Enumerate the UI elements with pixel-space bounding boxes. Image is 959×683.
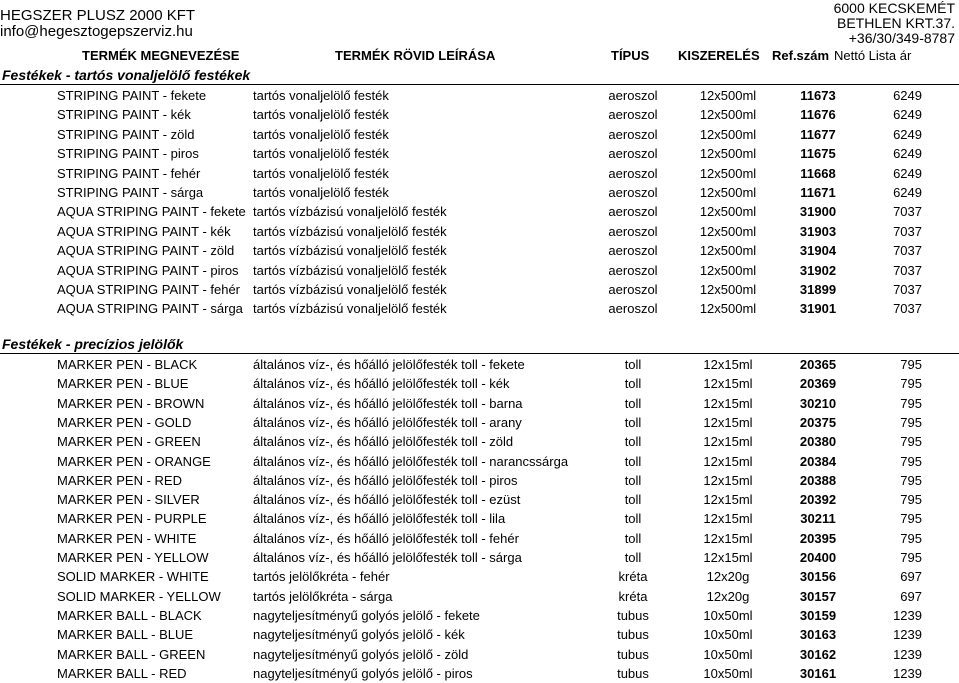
product-description: tartós jelölőkréta - sárga <box>253 588 393 604</box>
section-divider <box>0 84 959 85</box>
product-package: 12x500ml <box>699 126 757 142</box>
product-ref: 30161 <box>799 665 837 681</box>
product-name: AQUA STRIPING PAINT - fekete <box>57 204 246 220</box>
product-type: aeroszol <box>608 262 658 278</box>
product-package: 12x15ml <box>703 453 753 469</box>
company-phone: +36/30/349-8787 <box>848 30 955 46</box>
product-type: aeroszol <box>608 107 658 123</box>
product-ref: 31899 <box>799 282 837 297</box>
product-type: aeroszol <box>608 88 658 103</box>
product-package: 10x50ml <box>703 627 753 643</box>
product-ref: 20375 <box>799 414 837 430</box>
product-name: MARKER PEN - RED <box>57 472 182 488</box>
product-package: 12x20g <box>706 588 750 604</box>
product-name: MARKER PEN - WHITE <box>57 530 197 546</box>
product-package: 12x500ml <box>699 243 757 259</box>
product-price: 7037 <box>893 282 922 297</box>
product-type: toll <box>624 414 642 430</box>
product-name: AQUA STRIPING PAINT - zöld <box>57 243 235 259</box>
product-package: 12x500ml <box>699 204 757 220</box>
product-ref: 30210 <box>799 395 837 411</box>
product-description: tartós vízbázisú vonaljelölő festék <box>253 223 447 239</box>
product-price: 697 <box>900 588 922 604</box>
product-package: 10x50ml <box>703 665 753 681</box>
product-description: tartós vonaljelölő festék <box>253 126 389 142</box>
company-name: HEGSZER PLUSZ 2000 KFT <box>0 7 196 24</box>
product-description: általános víz-, és hőálló jelölőfesték toll - piros <box>253 472 518 488</box>
table-row <box>0 471 959 490</box>
column-header-ref: Ref.szám <box>772 48 830 63</box>
product-ref: 30162 <box>799 646 837 662</box>
product-type: aeroszol <box>608 204 658 220</box>
product-ref: 20392 <box>799 492 837 508</box>
product-package: 12x500ml <box>699 185 757 200</box>
table-row <box>0 164 959 183</box>
table-row <box>0 222 959 241</box>
section-title-markers: Festékek - precízios jelölők <box>2 336 184 352</box>
product-package: 12x15ml <box>703 357 753 372</box>
section-divider <box>0 353 959 354</box>
product-price: 795 <box>900 357 922 372</box>
table-row <box>0 606 959 625</box>
table-row <box>0 125 959 144</box>
table-row <box>0 144 959 163</box>
product-name: STRIPING PAINT - sárga <box>57 185 204 200</box>
product-type: toll <box>624 550 642 565</box>
table-row <box>0 355 959 374</box>
product-name: SOLID MARKER - WHITE <box>57 569 209 585</box>
product-name: AQUA STRIPING PAINT - sárga <box>57 301 243 317</box>
column-header-price: Nettó Lista ár <box>834 48 912 63</box>
product-type: toll <box>624 492 642 508</box>
product-price: 7037 <box>893 243 922 259</box>
product-type: aeroszol <box>608 126 658 142</box>
product-package: 12x500ml <box>699 165 757 181</box>
product-description: tartós vonaljelölő festék <box>253 107 389 123</box>
table-row <box>0 374 959 393</box>
product-type: toll <box>624 357 642 372</box>
product-name: MARKER PEN - ORANGE <box>57 453 211 469</box>
product-price: 795 <box>900 550 922 565</box>
table-row <box>0 587 959 606</box>
product-description: nagyteljesítményű golyós jelölő - piros <box>253 665 473 681</box>
product-type: tubus <box>617 627 649 643</box>
product-type: aeroszol <box>608 282 658 297</box>
product-type: toll <box>624 530 642 546</box>
product-ref: 20365 <box>799 357 837 372</box>
product-price: 697 <box>900 569 922 585</box>
column-header-type: TÍPUS <box>611 48 650 63</box>
product-ref: 31900 <box>799 204 837 220</box>
product-description: tartós vízbázisú vonaljelölő festék <box>253 243 447 259</box>
section-title-striping: Festékek - tartós vonaljelölő festékek <box>2 67 251 83</box>
product-package: 12x15ml <box>703 472 753 488</box>
product-description: általános víz-, és hőálló jelölőfesték toll - ezüst <box>253 492 521 508</box>
product-name: AQUA STRIPING PAINT - kék <box>57 223 231 239</box>
product-ref: 30163 <box>799 627 837 643</box>
column-header-name: TERMÉK MEGNEVEZÉSE <box>82 48 240 63</box>
product-ref: 11677 <box>800 126 836 142</box>
table-row <box>0 645 959 664</box>
product-package: 12x15ml <box>703 414 753 430</box>
product-description: tartós vonaljelölő festék <box>253 146 389 162</box>
product-price: 6249 <box>893 126 922 142</box>
product-description: nagyteljesítményű golyós jelölő - fekete <box>253 607 480 623</box>
product-price: 7037 <box>893 301 922 317</box>
product-description: általános víz-, és hőálló jelölőfesték toll - barna <box>253 395 523 411</box>
product-ref: 31902 <box>799 262 837 278</box>
product-price: 795 <box>900 395 922 411</box>
product-name: AQUA STRIPING PAINT - piros <box>57 262 239 278</box>
product-name: STRIPING PAINT - zöld <box>57 126 195 142</box>
company-street: BETHLEN KRT.37. <box>836 15 955 31</box>
product-ref: 20380 <box>799 434 837 450</box>
product-price: 1239 <box>893 627 922 643</box>
product-name: MARKER PEN - YELLOW <box>57 550 209 565</box>
table-row <box>0 183 959 202</box>
product-name: STRIPING PAINT - fekete <box>57 88 207 103</box>
table-row <box>0 490 959 509</box>
product-price: 795 <box>900 511 922 527</box>
product-description: általános víz-, és hőálló jelölőfesték toll - narancssárga <box>253 453 569 469</box>
product-package: 10x50ml <box>703 607 753 623</box>
product-name: MARKER BALL - RED <box>57 665 187 681</box>
product-ref: 30156 <box>799 569 837 585</box>
product-ref: 31903 <box>799 223 837 239</box>
product-description: általános víz-, és hőálló jelölőfesték toll - fehér <box>253 530 519 546</box>
product-description: általános víz-, és hőálló jelölőfesték toll - lila <box>253 511 506 527</box>
product-name: MARKER BALL - GREEN <box>57 646 206 662</box>
table-row <box>0 394 959 413</box>
product-description: általános víz-, és hőálló jelölőfesték toll - arany <box>253 414 522 430</box>
table-row <box>0 105 959 124</box>
product-package: 12x500ml <box>699 107 757 123</box>
product-price: 7037 <box>893 262 922 278</box>
company-email[interactable]: info@hegesztogepszerviz.hu <box>0 23 193 40</box>
product-description: nagyteljesítményű golyós jelölő - zöld <box>253 646 469 662</box>
product-package: 12x15ml <box>703 550 753 565</box>
product-package: 12x15ml <box>703 376 753 392</box>
product-description: tartós vízbázisú vonaljelölő festék <box>253 204 447 220</box>
column-header-description: TERMÉK RÖVID LEÍRÁSA <box>335 48 496 63</box>
product-name: STRIPING PAINT - kék <box>57 107 191 123</box>
product-description: tartós vonaljelölő festék <box>253 185 389 200</box>
product-name: MARKER PEN - GREEN <box>57 434 201 450</box>
product-type: aeroszol <box>608 301 658 317</box>
product-name: MARKER PEN - BROWN <box>57 395 205 411</box>
product-ref: 11668 <box>800 165 836 181</box>
table-row <box>0 280 959 299</box>
product-price: 795 <box>900 472 922 488</box>
product-package: 12x15ml <box>703 492 753 508</box>
product-name: MARKER BALL - BLUE <box>57 627 194 643</box>
product-package: 12x20g <box>706 569 750 585</box>
table-row <box>0 202 959 221</box>
product-price: 795 <box>900 376 922 392</box>
product-description: tartós vonaljelölő festék <box>253 88 389 103</box>
product-name: MARKER PEN - BLACK <box>57 357 198 372</box>
table-row <box>0 261 959 280</box>
product-price: 795 <box>900 530 922 546</box>
product-ref: 31901 <box>799 301 837 317</box>
product-description: tartós vízbázisú vonaljelölő festék <box>253 301 447 317</box>
product-package: 12x500ml <box>699 88 757 103</box>
product-description: tartós vízbázisú vonaljelölő festék <box>253 282 447 297</box>
product-type: kréta <box>618 569 648 585</box>
product-price: 6249 <box>893 165 922 181</box>
table-row <box>0 413 959 432</box>
product-description: általános víz-, és hőálló jelölőfesték toll - kék <box>253 376 510 392</box>
product-package: 12x500ml <box>699 223 757 239</box>
product-price: 795 <box>900 492 922 508</box>
company-city: 6000 KECSKEMÉT <box>833 0 955 16</box>
product-ref: 20400 <box>799 550 837 565</box>
product-ref: 11673 <box>800 88 836 103</box>
table-row <box>0 452 959 471</box>
table-row <box>0 509 959 528</box>
product-ref: 20388 <box>799 472 837 488</box>
product-type: aeroszol <box>608 146 658 162</box>
product-description: általános víz-, és hőálló jelölőfesték toll - sárga <box>253 550 522 565</box>
product-price: 795 <box>900 414 922 430</box>
product-name: SOLID MARKER - YELLOW <box>57 588 221 604</box>
product-price: 1239 <box>893 646 922 662</box>
table-row <box>0 529 959 548</box>
product-type: tubus <box>617 665 649 681</box>
product-description: általános víz-, és hőálló jelölőfesték toll - fekete <box>253 357 525 372</box>
product-price: 6249 <box>893 185 922 200</box>
product-type: toll <box>624 511 642 527</box>
product-ref: 11675 <box>800 146 836 162</box>
product-name: MARKER PEN - GOLD <box>57 414 192 430</box>
product-package: 12x15ml <box>703 511 753 527</box>
product-type: tubus <box>617 607 649 623</box>
product-description: tartós vonaljelölő festék <box>253 165 389 181</box>
column-header-package: KISZERELÉS <box>678 48 760 63</box>
product-description: általános víz-, és hőálló jelölőfesték toll - zöld <box>253 434 514 450</box>
product-name: MARKER BALL - BLACK <box>57 607 202 623</box>
table-row <box>0 241 959 260</box>
product-type: aeroszol <box>608 165 658 181</box>
product-description: tartós jelölőkréta - fehér <box>253 569 390 585</box>
product-name: STRIPING PAINT - fehér <box>57 165 201 181</box>
product-package: 12x15ml <box>703 395 753 411</box>
product-type: toll <box>624 434 642 450</box>
product-ref: 30159 <box>799 607 837 623</box>
product-name: MARKER PEN - BLUE <box>57 376 189 392</box>
product-price: 1239 <box>893 607 922 623</box>
product-name: MARKER PEN - SILVER <box>57 492 200 508</box>
product-package: 12x15ml <box>703 530 753 546</box>
product-package: 12x500ml <box>699 146 757 162</box>
product-type: aeroszol <box>608 243 658 259</box>
product-price: 6249 <box>893 107 922 123</box>
product-type: toll <box>624 376 642 392</box>
product-ref: 20384 <box>799 453 837 469</box>
product-ref: 30157 <box>799 588 837 604</box>
product-price: 7037 <box>893 223 922 239</box>
table-row <box>0 625 959 644</box>
table-row <box>0 86 959 105</box>
product-package: 12x500ml <box>699 301 757 317</box>
product-package: 12x500ml <box>699 262 757 278</box>
product-package: 12x15ml <box>703 434 753 450</box>
product-description: tartós vízbázisú vonaljelölő festék <box>253 262 447 278</box>
product-ref: 11671 <box>800 185 836 200</box>
table-row <box>0 664 959 683</box>
product-ref: 11676 <box>800 107 836 123</box>
product-price: 7037 <box>893 204 922 220</box>
product-type: kréta <box>618 588 648 604</box>
product-price: 795 <box>900 434 922 450</box>
product-type: tubus <box>617 646 649 662</box>
product-type: aeroszol <box>608 223 658 239</box>
product-type: toll <box>624 395 642 411</box>
product-price: 6249 <box>893 88 922 103</box>
product-price: 1239 <box>893 665 922 681</box>
product-price: 795 <box>900 453 922 469</box>
table-row <box>0 567 959 586</box>
product-name: MARKER PEN - PURPLE <box>57 511 207 527</box>
product-type: toll <box>624 453 642 469</box>
product-price: 6249 <box>893 146 922 162</box>
product-ref: 30211 <box>800 511 836 527</box>
product-description: nagyteljesítményű golyós jelölő - kék <box>253 627 465 643</box>
product-type: toll <box>624 472 642 488</box>
product-ref: 20395 <box>799 530 837 546</box>
table-row <box>0 432 959 451</box>
table-row <box>0 299 959 318</box>
product-package: 12x500ml <box>699 282 757 297</box>
table-row <box>0 548 959 567</box>
product-type: aeroszol <box>608 185 658 200</box>
product-name: STRIPING PAINT - piros <box>57 146 199 162</box>
product-ref: 31904 <box>799 243 837 259</box>
product-package: 10x50ml <box>703 646 753 662</box>
product-ref: 20369 <box>799 376 837 392</box>
product-name: AQUA STRIPING PAINT - fehér <box>57 282 241 297</box>
